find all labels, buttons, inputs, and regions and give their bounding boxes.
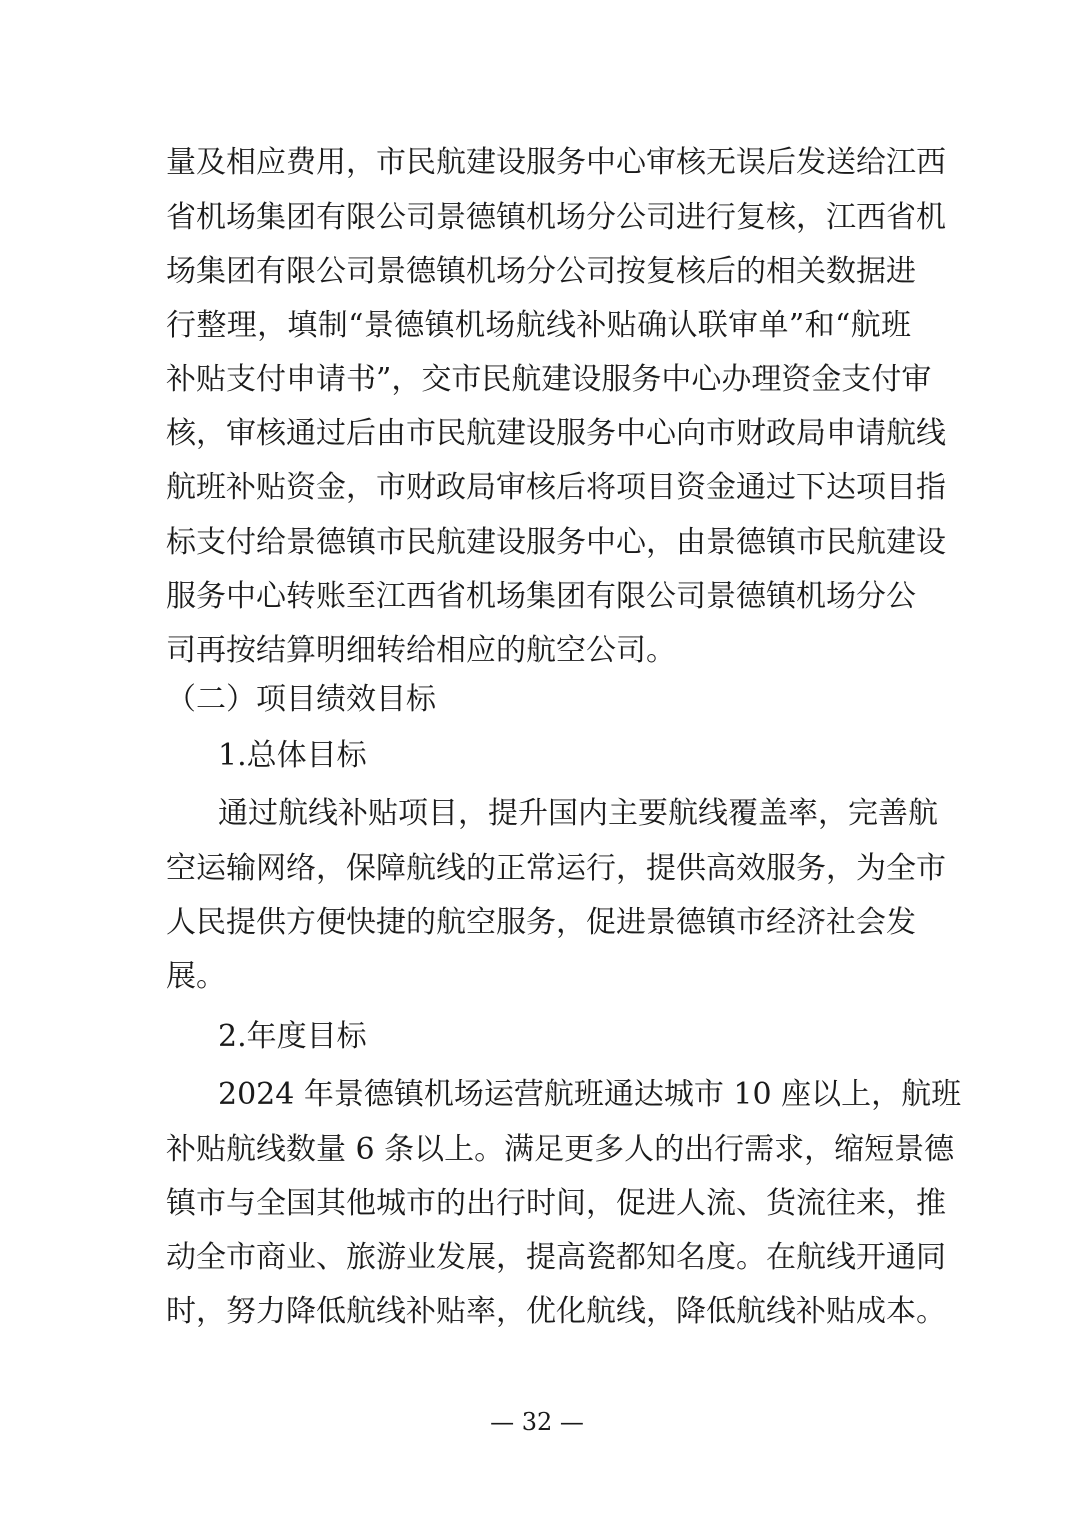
paragraph-line: 人民提供方便快捷的航空服务，促进景德镇市经济社会发: [166, 905, 916, 940]
paragraph-line: 补贴支付申请书”，交市民航建设服务中心办理资金支付审: [166, 362, 932, 397]
paragraph-line: 省机场集团有限公司景德镇机场分公司进行复核，江西省机: [166, 200, 946, 235]
subsection-heading-annual-goal: 2.年度目标: [218, 1019, 367, 1054]
paragraph-line: 行整理，填制“景德镇机场航线补贴确认联审单”和“航班: [166, 308, 911, 343]
paragraph-line: 动全市商业、旅游业发展，提高瓷都知名度。在航线开通同: [166, 1240, 946, 1275]
paragraph-line: 通过航线补贴项目，提升国内主要航线覆盖率，完善航: [218, 796, 938, 831]
paragraph-line: 服务中心转账至江西省机场集团有限公司景德镇机场分公: [166, 579, 916, 614]
paragraph-line: 量及相应费用，市民航建设服务中心审核无误后发送给江西: [166, 145, 946, 180]
paragraph-line: 标支付给景德镇市民航建设服务中心，由景德镇市民航建设: [166, 525, 946, 560]
paragraph-line: 司再按结算明细转给相应的航空公司。: [166, 633, 676, 668]
paragraph-line: 展。: [166, 959, 226, 994]
paragraph-line: 镇市与全国其他城市的出行时间，促进人流、货流往来，推: [166, 1186, 946, 1221]
paragraph-line: 场集团有限公司景德镇机场分公司按复核后的相关数据进: [166, 254, 916, 289]
page-number: — 32 —: [490, 1408, 584, 1436]
section-heading: （二）项目绩效目标: [166, 682, 436, 717]
paragraph-line: 航班补贴资金，市财政局审核后将项目资金通过下达项目指: [166, 470, 946, 505]
subsection-heading-overall-goal: 1.总体目标: [218, 738, 367, 773]
paragraph-line: 时，努力降低航线补贴率，优化航线，降低航线补贴成本。: [166, 1294, 946, 1329]
paragraph-line: 核，审核通过后由市民航建设服务中心向市财政局申请航线: [166, 416, 946, 451]
paragraph-line: 2024 年景德镇机场运营航班通达城市 10 座以上，航班: [218, 1077, 962, 1112]
paragraph-line: 补贴航线数量 6 条以上。满足更多人的出行需求，缩短景德: [166, 1132, 955, 1167]
paragraph-line: 空运输网络，保障航线的正常运行，提供高效服务，为全市: [166, 851, 946, 886]
